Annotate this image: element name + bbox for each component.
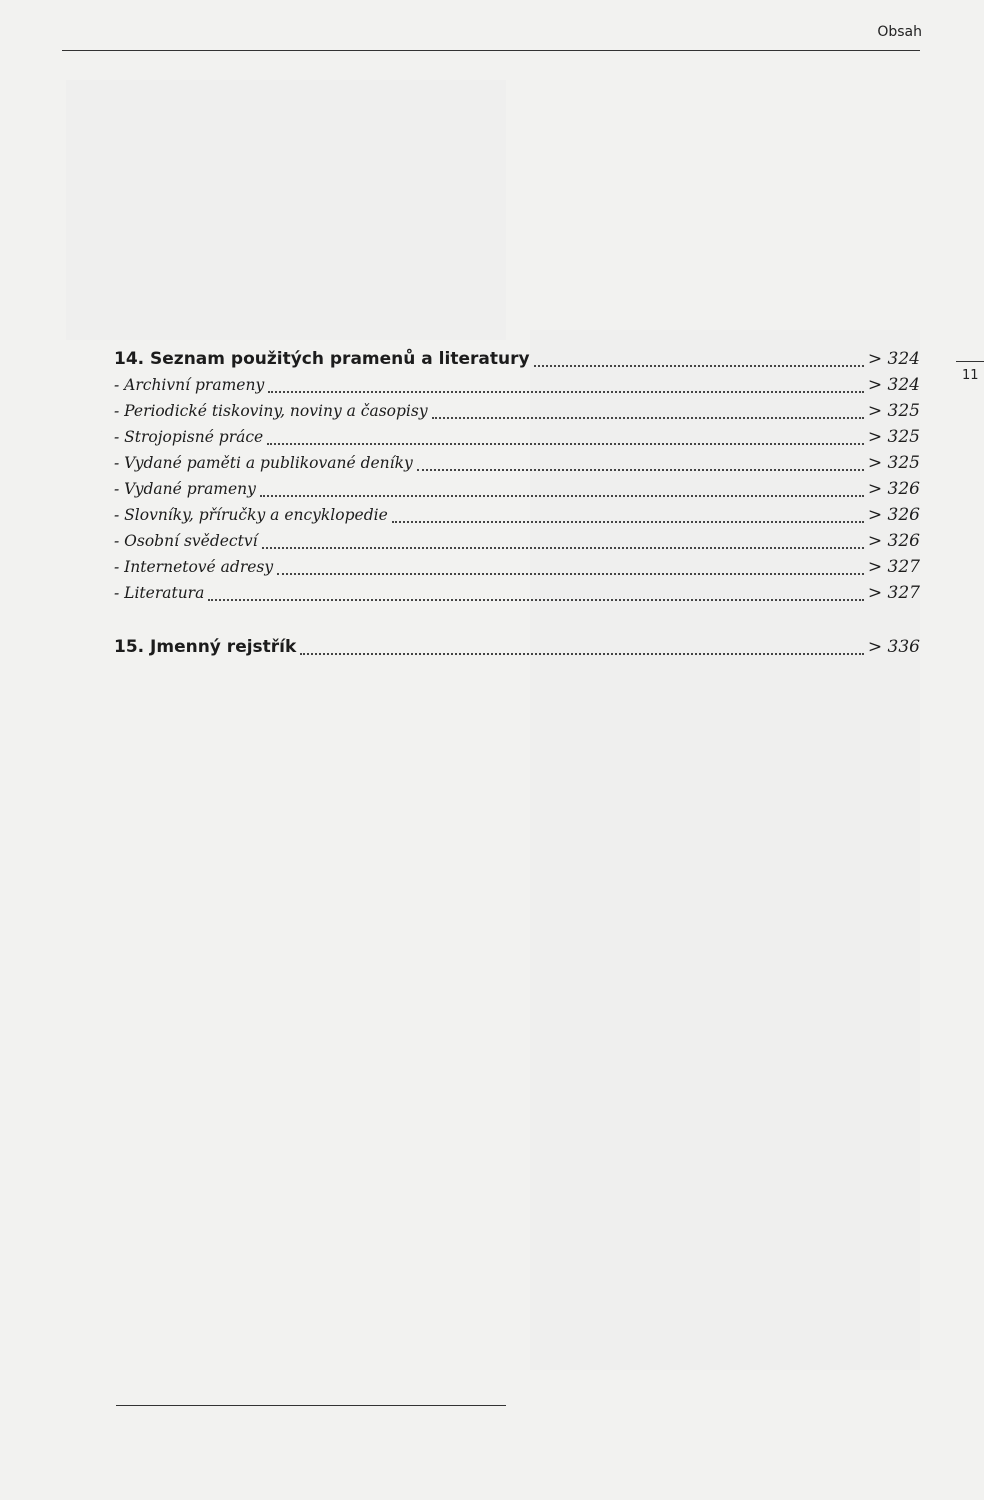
toc-entry-label: 15. Jmenný rejstřík [114,637,297,657]
toc-page-ref: > 325 [867,453,920,473]
dot-leader [417,469,864,471]
footnote-rule [116,1405,506,1406]
dot-leader [392,521,864,523]
toc-page-ref: > 326 [867,479,920,499]
dot-leader [262,547,864,549]
toc-entry-main[interactable] [114,637,920,663]
bleed-through-block [66,80,506,340]
toc-entry-sub[interactable] [114,531,920,557]
header-rule [62,50,920,51]
toc-entry-main[interactable] [114,349,920,375]
dot-leader [277,573,864,575]
toc-page-ref: > 325 [867,401,920,421]
dot-leader [268,391,864,393]
toc-entry-label: - Periodické tiskoviny, noviny a časopisy [114,402,428,420]
page-number-rule [956,361,984,362]
toc-page-ref: > 336 [867,637,920,657]
toc-page-ref: > 327 [867,557,920,577]
toc-entry-label: - Literatura [114,584,205,602]
toc-entry-sub[interactable] [114,453,920,479]
toc-entry-sub[interactable] [114,427,920,453]
dot-leader [300,653,864,655]
toc-page-ref: > 324 [867,375,920,395]
toc-entry-sub[interactable] [114,557,920,583]
dot-leader [208,599,864,601]
toc-entry-sub[interactable] [114,401,920,427]
toc-entry-sub[interactable] [114,505,920,531]
dot-leader [432,417,864,419]
toc-entry-sub[interactable] [114,479,920,505]
section-gap [114,609,920,637]
toc-entry-label: - Slovníky, příručky a encyklopedie [114,506,388,524]
toc-entry-label: - Vydané paměti a publikované deníky [114,454,413,472]
table-of-contents [114,349,920,663]
toc-page-ref: > 326 [867,531,920,551]
toc-page-ref: > 324 [867,349,920,369]
toc-entry-label: - Strojopisné práce [114,428,264,446]
toc-entry-sub[interactable] [114,583,920,609]
toc-entry-label: - Archivní prameny [114,376,265,394]
dot-leader [260,495,864,497]
toc-page-ref: > 326 [867,505,920,525]
dot-leader [267,443,864,445]
running-header: Obsah [877,24,922,40]
toc-page-ref: > 327 [867,583,920,603]
page-number: 11 [962,368,979,383]
toc-entry-label: - Vydané prameny [114,480,256,498]
toc-entry-label: - Osobní svědectví [114,532,258,550]
toc-entry-label: 14. Seznam použitých pramenů a literatury [114,349,530,369]
dot-leader [534,365,864,367]
toc-entry-label: - Internetové adresy [114,558,274,576]
toc-entry-sub[interactable] [114,375,920,401]
toc-page-ref: > 325 [867,427,920,447]
